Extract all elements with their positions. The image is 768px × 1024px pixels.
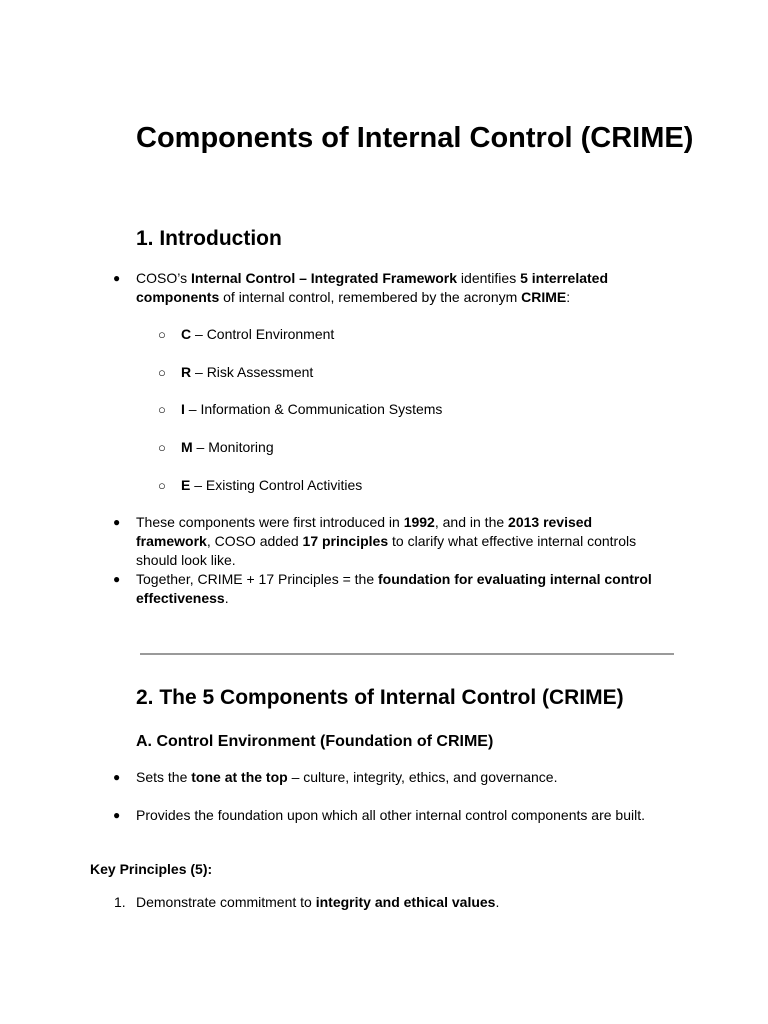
intro-paragraph-foundation: Together, CRIME + 17 Principles = the foundation for evaluating internal control effectiveness. [136,571,652,606]
control-environment-point-foundation: Provides the foundation upon which all other internal control components are built. [136,807,645,823]
acronym-item-e: E – Existing Control Activities [181,477,363,493]
acronym-item-c: C – Control Environment [181,326,335,342]
sub-bullet-marker: ○ [158,327,166,342]
sub-bullet-marker: ○ [158,402,166,417]
acronym-item-r: R – Risk Assessment [181,364,314,380]
acronym-item-m: M – Monitoring [181,439,274,455]
subsection-heading-control-environment: A. Control Environment (Foundation of CRIME) [136,733,494,750]
control-environment-point-tone: Sets the tone at the top – culture, integrity, ethics, and governance. [136,769,558,785]
bullet-marker: ● [113,515,121,529]
key-principles-label: Key Principles (5): [90,861,213,877]
sub-bullet-marker: ○ [158,365,166,380]
section-heading-introduction: 1. Introduction [136,227,282,250]
bullet-marker: ● [113,572,121,586]
bullet-marker: ● [113,808,121,822]
bullet-marker: ● [113,770,121,784]
intro-paragraph-framework: COSO’s Internal Control – Integrated Framework identifies 5 interrelated components of internal control, remembered by the acronym CRIME: [136,270,609,305]
acronym-item-i: I – Information & Communication Systems [181,401,443,417]
sub-bullet-marker: ○ [158,440,166,455]
section-heading-components: 2. The 5 Components of Internal Control (CRIME) [136,686,624,709]
horizontal-divider [140,653,674,655]
principle-number: 1. [114,894,126,910]
bullet-marker: ● [113,271,121,285]
document-title: Components of Internal Control (CRIME) [136,122,694,154]
principle-item-integrity: Demonstrate commitment to integrity and ethical values. [136,894,500,910]
sub-bullet-marker: ○ [158,478,166,493]
intro-paragraph-history: These components were first introduced in 1992, and in the 2013 revised framework, COSO added 17 principles to clarify what effective internal controls should look like. [136,514,637,568]
